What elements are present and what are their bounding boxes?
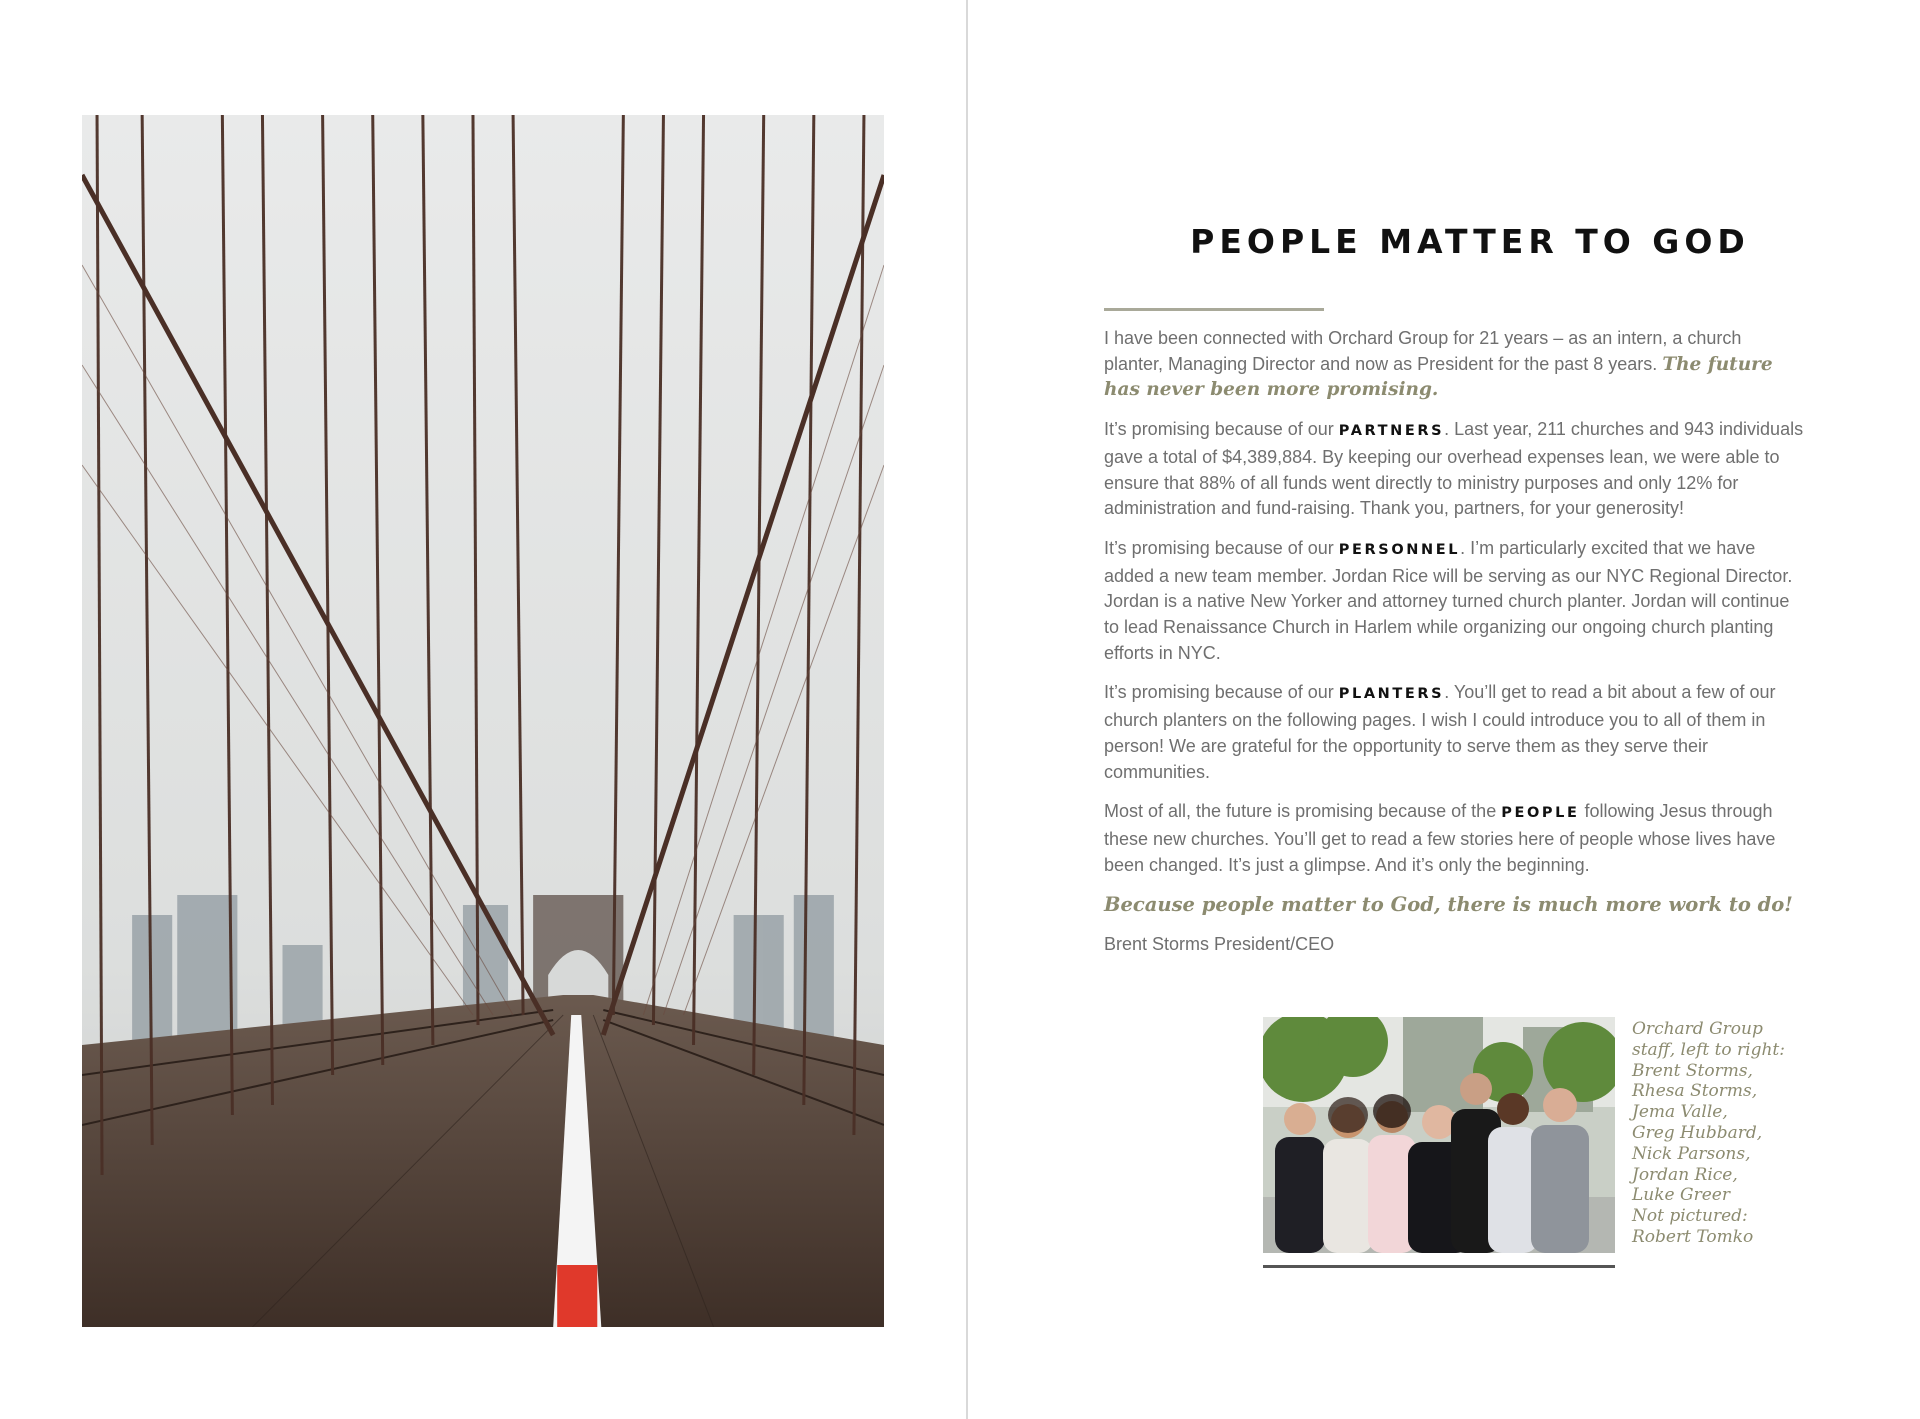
closing-statement: Because people matter to God, there is much more work to do!	[1104, 893, 1793, 917]
caption-line: Brent Storms,	[1632, 1060, 1753, 1081]
people-paragraph	[1104, 799, 1804, 878]
caption-line: Jordan Rice,	[1632, 1164, 1738, 1185]
caption-line: Nick Parsons,	[1632, 1143, 1751, 1164]
paragraph-lead: It’s promising because of our	[1104, 682, 1339, 703]
paragraph-lead: Most of all, the future is promising because of the	[1104, 801, 1502, 822]
keyword-partners: PARTNERS	[1338, 423, 1445, 440]
signature: Brent Storms President/CEO	[1104, 934, 1335, 955]
keyword-personnel: PERSONNEL	[1338, 541, 1461, 558]
paragraph-rest: . You’ll get to read a bit about a few of our church planters on the following pages. I wish I could introduce you to all of them in person! We are grateful for the opportunity to serve them as they serve their communities.	[1104, 682, 1776, 782]
page-title: PEOPLE MATTER TO GOD	[1190, 222, 1750, 261]
intro-emphasis: The future has never been more promising.	[1104, 353, 1773, 401]
paragraph-lead: It’s promising because of our	[1104, 537, 1339, 558]
caption-line: Luke Greer	[1632, 1185, 1730, 1206]
paragraph-lead: It’s promising because of our	[1104, 419, 1339, 440]
caption-line: Rhesa Storms,	[1632, 1081, 1758, 1102]
caption-line: Greg Hubbard,	[1632, 1122, 1763, 1143]
paragraph-rest: following Jesus through these new churches. You’ll get to read a few stories here of people whose lives have been changed. It’s just a glimpse. And it’s only the beginning.	[1104, 801, 1776, 875]
photo-underline	[1263, 1265, 1615, 1268]
caption-line: Not pictured:	[1632, 1206, 1748, 1227]
page-divider	[966, 0, 968, 1419]
bridge-photo-illustration	[82, 115, 884, 1327]
letter-body	[1104, 326, 1804, 972]
intro-text: I have been connected with Orchard Group for 21 years – as an intern, a church planter, Managing Director and now as President for the past 8 years.	[1104, 328, 1742, 374]
caption-line: Jema Valle,	[1632, 1102, 1728, 1123]
caption-line: Robert Tomko	[1632, 1226, 1754, 1247]
title-divider	[1104, 308, 1324, 311]
staff-group-photo	[1263, 1017, 1615, 1253]
keyword-planters: PLANTERS	[1338, 686, 1445, 703]
paragraph-rest: . Last year, 211 churches and 943 individuals gave a total of $4,389,884. By keeping our overhead expenses lean, we were able to ensure that 88% of all funds went directly to ministry purposes and only 12% for administration and fund-raising. Thank you, partners, for your generosity!	[1104, 419, 1804, 519]
photo-caption	[1632, 1019, 1812, 1248]
personnel-paragraph	[1104, 536, 1804, 667]
paragraph-rest: . I’m particularly excited that we have added a new team member. Jordan Rice will be serving as our NYC Regional Director. Jordan is a native New Yorker and attorney turned church planter. Jordan will continue to lead Renaissance Church in Harlem while organizing our ongoing church planting efforts in NYC.	[1104, 537, 1793, 663]
staff-photo-illustration	[1263, 1017, 1615, 1253]
intro-paragraph	[1104, 326, 1804, 403]
bridge-photo	[82, 115, 884, 1327]
caption-line: Orchard Group	[1632, 1019, 1763, 1039]
partners-paragraph	[1104, 417, 1804, 522]
planters-paragraph	[1104, 680, 1804, 785]
keyword-people: PEOPLE	[1501, 805, 1580, 822]
caption-line: staff, left to right:	[1632, 1039, 1785, 1060]
